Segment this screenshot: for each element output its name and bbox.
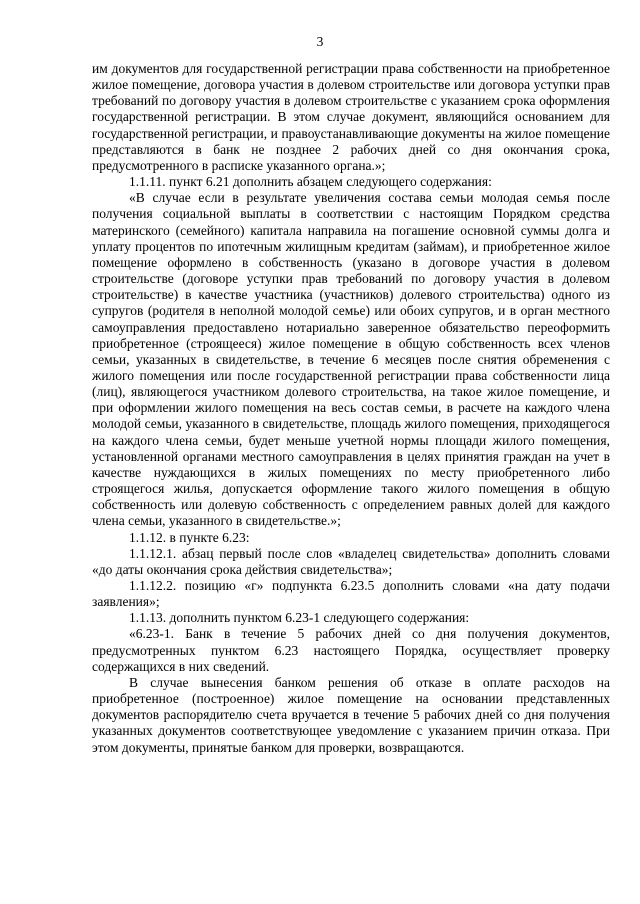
paragraph-item-1-1-12-1: 1.1.12.1. абзац первый после слов «владелец свидетельства» дополнить словами «до даты окончания срока действия свидетельства»;	[92, 545, 610, 577]
paragraph-item-1-1-13: 1.1.13. дополнить пунктом 6.23-1 следующего содержания:	[129, 610, 470, 626]
paragraph-continuation: им документов для государственной регистрации права собственности на приобретенное жилое помещение, договора участия в долевом строительстве или договора уступки прав требований по договору участия в долевом строительстве с указанием срока оформления государственной регистрации. В этом случае документ, являющийся основанием для государственной регистрации, и правоустанавливающие документы на жилое помещение представляются в банк не позднее 2 рабочих дней со дня окончания срока, предусмотренного в расписке указанного органа.»;	[92, 61, 610, 173]
paragraph-item-1-1-12: 1.1.12. в пункте 6.23:	[129, 529, 250, 545]
page-number: 3	[316, 34, 324, 49]
paragraph-quote-6-21: «В случае если в результате увеличения состава семьи молодая семья после получения социальной выплаты в соответствии с настоящим Порядком средства материнского (семейного) капитала направила на погашение основной суммы долга и уплату процентов по ипотечным жилищным кредитам (займам), и приобретенное жилое помещение оформлено в собственность (указано в договоре участия в долевом строительстве (договоре уступки прав требований по договору участия в долевом строительстве) в качестве участника (участников) долевого строительства) одного из супругов (родителя в неполной молодой семье) или обоих супругов, и в орган местного самоуправления предоставлено нотариально заверенное обязательство переоформить приобретенное (строящееся) жилое помещение в общую собственность всех членов семьи, указанных в свидетельстве, в течение 6 месяцев после снятия обременения с жилого помещения или после государственной регистрации права собственности лица (лиц), являющегося участником долевого строительства, на такое жилое помещение, и при оформлении жилого помещения на весь состав семьи, в расчете на каждого члена молодой семьи, указанного в свидетельстве, площадь жилого помещения, приходящегося на каждого члена семьи, будет меньше учетной нормы площади жилого помещения, установленной органами местного самоуправления в целях принятия граждан на учет в качестве нуждающихся в жилых помещениях по месту приобретенного либо строящегося жилья, допускается оформление такого жилого помещения в общую собственность или долевую собственность с определением равных долей для каждого члена семьи, указанного в свидетельстве.»;	[92, 190, 610, 529]
document-body	[92, 61, 610, 756]
paragraph-refusal: В случае вынесения банком решения об отказе в оплате расходов на приобретенное (построенное) жилое помещение на основании представленных документов распорядителю счета вручается в течение 5 рабочих дней со дня получения указанных документов соответствующее уведомление с указанием причин отказа. При этом документы, принятые банком для проверки, возвращаются.	[92, 674, 610, 755]
paragraph-item-1-1-11: 1.1.11. пункт 6.21 дополнить абзацем следующего содержания:	[129, 174, 492, 190]
paragraph-item-1-1-12-2: 1.1.12.2. позицию «г» подпункта 6.23.5 дополнить словами «на дату подачи заявления»;	[92, 578, 610, 610]
paragraph-quote-6-23-1: «6.23-1. Банк в течение 5 рабочих дней со дня получения документов, предусмотренных пунктом 6.23 настоящего Порядка, осуществляет проверку содержащихся в них сведений.	[92, 626, 610, 674]
